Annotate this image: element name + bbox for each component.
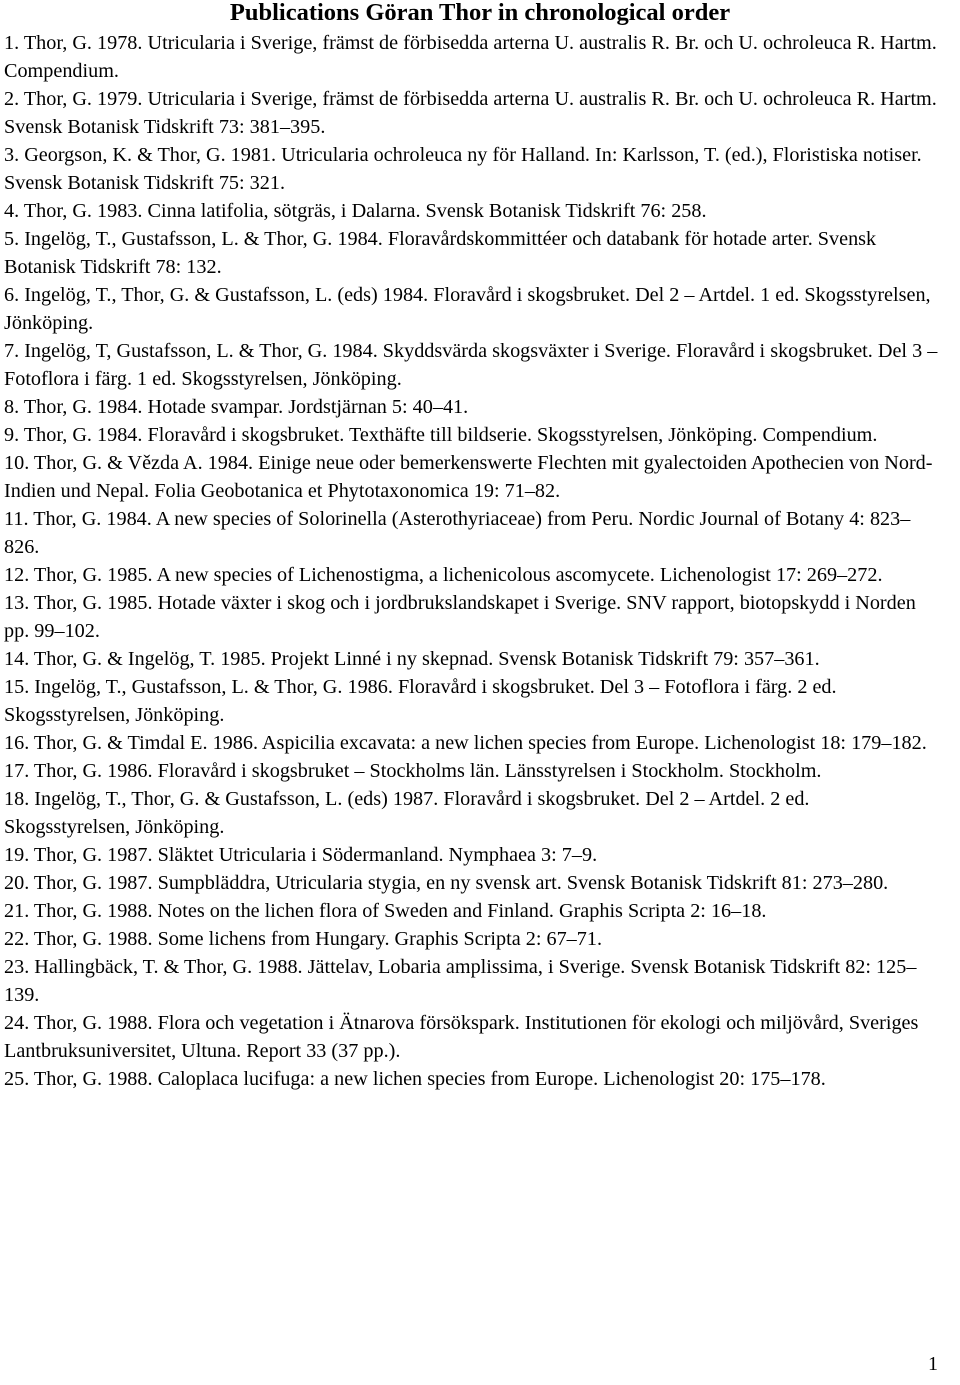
publication-number: 13. xyxy=(4,592,30,614)
publication-citation: Ingelög, T, Gustafsson, L. & Thor, G. 1984. Skyddsvärda skogsväxter i Sverige. Floravård i skogsbruket. Del 3 – Fotoflora i färg. 1 ed. Skogsstyrelsen, Jönköping. xyxy=(4,340,938,390)
publication-item xyxy=(4,953,938,1009)
publication-number: 20. xyxy=(4,872,30,894)
publication-item xyxy=(4,757,938,785)
publication-list xyxy=(4,29,938,1093)
publication-citation: Georgson, K. & Thor, G. 1981. Utricularia ochroleuca ny för Halland. In: Karlsson, T. (ed.), Floristiska notiser. Svensk Botanisk Tidskrift 75: 321. xyxy=(4,144,922,194)
publication-citation: Thor, G. 1979. Utricularia i Sverige, främst de förbisedda arterna U. australis R. Br. och U. ochroleuca R. Hartm. Svensk Botanisk Tidskrift 73: 381–395. xyxy=(4,88,937,138)
publication-item xyxy=(4,841,938,869)
publication-item xyxy=(4,1009,938,1065)
publication-item xyxy=(4,785,938,841)
publication-item xyxy=(4,561,938,589)
publication-item xyxy=(4,589,938,645)
publication-citation: Thor, G. 1984. Hotade svampar. Jordstjärnan 5: 40–41. xyxy=(23,396,469,418)
publication-number: 25. xyxy=(4,1068,30,1090)
publication-number: 9. xyxy=(4,424,20,446)
publication-citation: Thor, G. 1988. Notes on the lichen flora of Sweden and Finland. Graphis Scripta 2: 16–18. xyxy=(33,900,767,922)
publication-citation: Hallingbäck, T. & Thor, G. 1988. Jättelav, Lobaria amplissima, i Sverige. Svensk Botanisk Tidskrift 82: 125–139. xyxy=(4,956,917,1006)
publication-item xyxy=(4,449,938,505)
publication-citation: Thor, G. 1985. A new species of Lichenostigma, a lichenicolous ascomycete. Lichenologist 17: 269–272. xyxy=(33,564,883,586)
publication-item xyxy=(4,1065,938,1093)
publication-citation: Thor, G. 1987. Sumpbläddra, Utricularia stygia, en ny svensk art. Svensk Botanisk Tidskrift 81: 273–280. xyxy=(33,872,889,894)
publication-item xyxy=(4,393,938,421)
publication-number: 16. xyxy=(4,732,30,754)
publication-number: 12. xyxy=(4,564,30,586)
publication-citation: Thor, G. 1983. Cinna latifolia, sötgräs, i Dalarna. Svensk Botanisk Tidskrift 76: 258. xyxy=(23,200,707,222)
publication-citation: Ingelög, T., Gustafsson, L. & Thor, G. 1984. Floravårdskommittéer och databank för hotade arter. Svensk Botanisk Tidskrift 78: 132. xyxy=(4,228,877,278)
publication-number: 10. xyxy=(4,452,30,474)
publication-number: 11. xyxy=(4,508,29,530)
publication-item xyxy=(4,337,938,393)
publication-item xyxy=(4,645,938,673)
publication-number: 22. xyxy=(4,928,30,950)
publication-citation: Thor, G. 1988. Caloplaca lucifuga: a new lichen species from Europe. Lichenologist 20: 175–178. xyxy=(33,1068,826,1090)
publication-number: 5. xyxy=(4,228,20,250)
publication-item xyxy=(4,869,938,897)
publication-number: 4. xyxy=(4,200,20,222)
publication-citation: Ingelög, T., Thor, G. & Gustafsson, L. (eds) 1987. Floravård i skogsbruket. Del 2 – Artdel. 2 ed. Skogsstyrelsen, Jönköping. xyxy=(4,788,810,838)
publication-number: 15. xyxy=(4,676,30,698)
publication-citation: Thor, G. 1988. Flora och vegetation i Ätnarova försökspark. Institutionen för ekologi och miljövård, Sveriges Lantbruksuniversitet, Ultuna. Report 33 (37 pp.). xyxy=(4,1012,919,1062)
publication-citation: Thor, G. 1978. Utricularia i Sverige, främst de förbisedda arterna U. australis R. Br. och U. ochroleuca R. Hartm. Compendium. xyxy=(4,32,937,82)
publication-number: 7. xyxy=(4,340,20,362)
publication-item xyxy=(4,925,938,953)
publication-number: 21. xyxy=(4,900,30,922)
publication-citation: Thor, G. & Timdal E. 1986. Aspicilia excavata: a new lichen species from Europe. Lichenologist 18: 179–182. xyxy=(33,732,927,754)
publication-citation: Thor, G. & Vězda A. 1984. Einige neue oder bemerkenswerte Flechten mit gyalectoiden Apothecien von Nord-Indien und Nepal. Folia Geobotanica et Phytotaxonomica 19: 71–82. xyxy=(4,452,933,502)
publication-item xyxy=(4,673,938,729)
publication-citation: Ingelög, T., Gustafsson, L. & Thor, G. 1986. Floravård i skogsbruket. Del 3 – Fotoflora i färg. 2 ed. Skogsstyrelsen, Jönköping. xyxy=(4,676,837,726)
publication-number: 24. xyxy=(4,1012,30,1034)
publication-citation: Ingelög, T., Thor, G. & Gustafsson, L. (eds) 1984. Floravård i skogsbruket. Del 2 – Artdel. 1 ed. Skogsstyrelsen, Jönköping. xyxy=(4,284,931,334)
publication-item xyxy=(4,29,938,85)
publication-item xyxy=(4,505,938,561)
publication-item xyxy=(4,281,938,337)
publication-number: 18. xyxy=(4,788,30,810)
publication-item xyxy=(4,225,938,281)
publication-item xyxy=(4,85,938,141)
publication-item xyxy=(4,729,938,757)
publication-number: 14. xyxy=(4,648,30,670)
publication-item xyxy=(4,897,938,925)
publication-citation: Thor, G. 1984. Floravård i skogsbruket. Texthäfte till bildserie. Skogsstyrelsen, Jönköping. Compendium. xyxy=(23,424,878,446)
document-title: Publications Göran Thor in chronological order xyxy=(229,0,731,26)
publication-number: 17. xyxy=(4,760,30,782)
publication-number: 8. xyxy=(4,396,20,418)
publication-item xyxy=(4,141,938,197)
publication-number: 6. xyxy=(4,284,20,306)
publication-number: 2. xyxy=(4,88,20,110)
publication-citation: Thor, G. 1986. Floravård i skogsbruket – Stockholms län. Länsstyrelsen i Stockholm. Stockholm. xyxy=(33,760,822,782)
page-number: 1 xyxy=(928,1353,938,1375)
publication-citation: Thor, G. & Ingelög, T. 1985. Projekt Linné i ny skepnad. Svensk Botanisk Tidskrift 79: 357–361. xyxy=(33,648,820,670)
publication-citation: Thor, G. 1988. Some lichens from Hungary. Graphis Scripta 2: 67–71. xyxy=(33,928,603,950)
publication-number: 23. xyxy=(4,956,30,978)
publication-citation: Thor, G. 1987. Släktet Utricularia i Södermanland. Nymphaea 3: 7–9. xyxy=(33,844,598,866)
publication-item xyxy=(4,421,938,449)
publication-number: 3. xyxy=(4,144,20,166)
publication-citation: Thor, G. 1984. A new species of Solorinella (Asterothyriaceae) from Peru. Nordic Journal of Botany 4: 823–826. xyxy=(4,508,911,558)
publication-citation: Thor, G. 1985. Hotade växter i skog och i jordbrukslandskapet i Sverige. SNV rapport, biotopskydd i Norden pp. 99–102. xyxy=(4,592,916,642)
publication-item xyxy=(4,197,938,225)
publication-number: 1. xyxy=(4,32,20,54)
publication-number: 19. xyxy=(4,844,30,866)
